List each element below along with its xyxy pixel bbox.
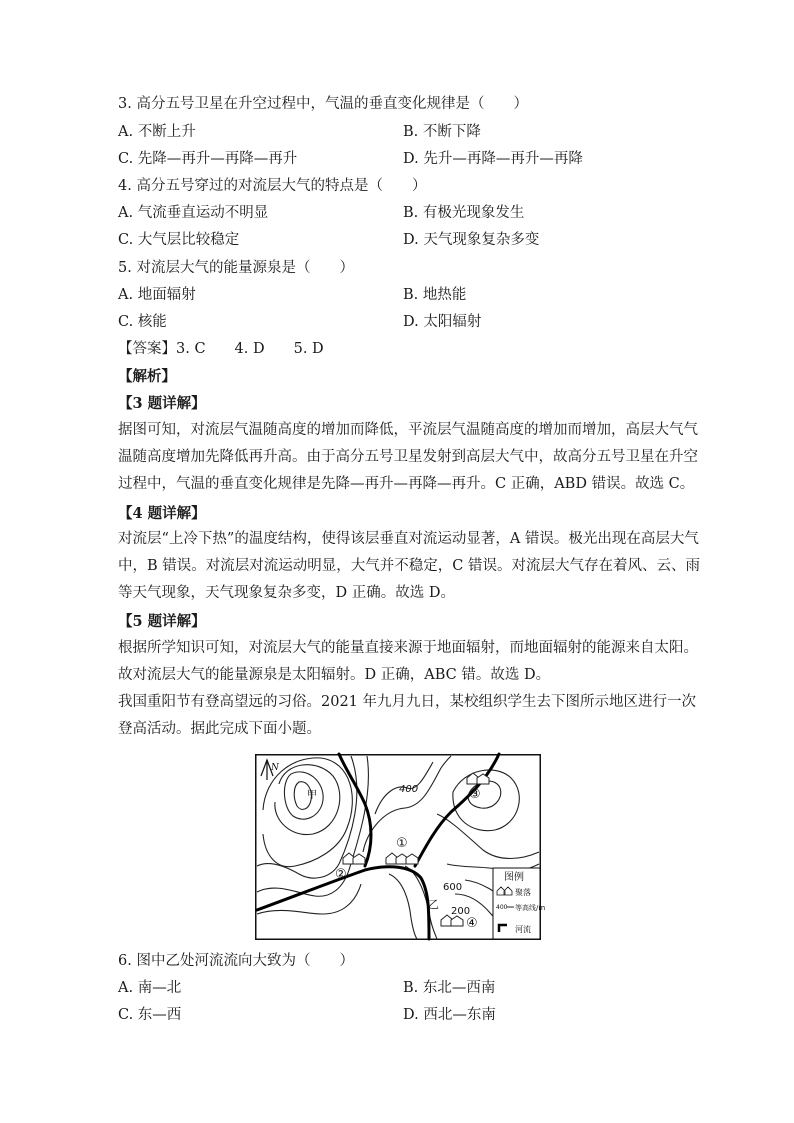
marker-1: ① bbox=[396, 836, 408, 851]
marker-3: ③ bbox=[469, 787, 481, 802]
legend-contour-label: 等高线/m bbox=[515, 904, 546, 912]
question-5-option-c: C. 核能 bbox=[118, 314, 167, 330]
question-3-option-b: B. 不断下降 bbox=[403, 124, 481, 140]
detail-3-body bbox=[118, 417, 698, 498]
question-3-stem: 3. 高分五号卫星在升空过程中，气温的垂直变化规律是（ ） bbox=[118, 96, 528, 112]
question-4-option-d: D. 天气现象复杂多变 bbox=[403, 232, 540, 248]
question-4-option-b: B. 有极光现象发生 bbox=[403, 205, 525, 221]
contour-label-400: 400 bbox=[399, 784, 419, 795]
question-3-option-a: A. 不断上升 bbox=[118, 124, 196, 140]
label-yi: 乙 bbox=[428, 898, 439, 911]
question-5-option-b: B. 地热能 bbox=[403, 287, 467, 303]
label-jia: 甲 bbox=[307, 790, 317, 801]
detail-5-heading: 【5 题详解】 bbox=[118, 613, 206, 630]
north-label: N bbox=[271, 763, 279, 773]
question-3-option-d: D. 先升—再降—再升—再降 bbox=[403, 151, 583, 167]
intro-line: 登高活动。据此完成下面小题。 bbox=[118, 721, 321, 737]
settlement-icon bbox=[386, 853, 418, 864]
question-6-option-b: B. 东北—西南 bbox=[403, 980, 496, 996]
detail-3-line: 据图可知，对流层气温随高度的增加而降低，平流层气温随高度的增加而增加，高层大气气 bbox=[118, 422, 698, 438]
detail-5-body bbox=[118, 635, 698, 743]
contour-map bbox=[255, 754, 546, 940]
marker-4: ④ bbox=[466, 916, 478, 931]
question-5-option-d: D. 太阳辐射 bbox=[403, 314, 482, 330]
question-4-option-a: A. 气流垂直运动不明显 bbox=[118, 205, 269, 221]
legend-contour-sample: 400 bbox=[496, 904, 508, 911]
detail-3-line: 温随高度增加先降低再升高。由于高分五号卫星发射到高层大气中，故高分五号卫星在升空 bbox=[118, 449, 698, 465]
map-legend bbox=[493, 868, 545, 939]
question-6-option-d: D. 西北—东南 bbox=[403, 1007, 496, 1023]
analysis-label: 【解析】 bbox=[118, 368, 176, 385]
contour-label-200: 200 bbox=[451, 906, 471, 917]
intro-line: 我国重阳节有登高望远的习俗。2021 年九月九日，某校组织学生去下图所示地区进行一次 bbox=[118, 694, 697, 710]
legend-settlement-label: 聚落 bbox=[515, 888, 531, 897]
detail-4-line: 中，B 错误。对流层对流运动明显，大气并不稳定，C 错误。对流层大气存在着风、云、雨 bbox=[118, 558, 700, 574]
question-6-stem: 6. 图中乙处河流流向大致为（ ） bbox=[118, 953, 354, 969]
detail-4-line: 等天气现象，天气现象复杂多变，D 正确。故选 D。 bbox=[118, 585, 455, 601]
contour-label-600: 600 bbox=[443, 882, 463, 893]
question-6-option-a: A. 南—北 bbox=[118, 980, 182, 996]
legend-river-label: 河流 bbox=[515, 925, 531, 934]
question-3-option-c: C. 先降—再升—再降—再升 bbox=[118, 151, 298, 167]
detail-5-line: 根据所学知识可知，对流层大气的能量直接来源于地面辐射，而地面辐射的能源来自太阳。 bbox=[118, 640, 698, 656]
detail-3-heading: 【3 题详解】 bbox=[118, 395, 206, 412]
question-5-option-a: A. 地面辐射 bbox=[118, 287, 196, 303]
answer-line: 【答案】3. C 4. D 5. D bbox=[118, 341, 324, 357]
detail-5-line: 故对流层大气的能量源泉是太阳辐射。D 正确，ABC 错。故选 D。 bbox=[118, 667, 551, 683]
question-4-stem: 4. 高分五号穿过的对流层大气的特点是（ ） bbox=[118, 178, 427, 194]
detail-4-body bbox=[118, 526, 700, 607]
marker-2: ② bbox=[335, 867, 347, 882]
legend-title: 图例 bbox=[504, 872, 524, 883]
detail-4-heading: 【4 题详解】 bbox=[118, 505, 206, 522]
question-6-option-c: C. 东—西 bbox=[118, 1007, 182, 1023]
question-5-stem: 5. 对流层大气的能量源泉是（ ） bbox=[118, 260, 354, 276]
detail-3-line: 过程中，气温的垂直变化规律是先降—再升—再降—再升。C 正确，ABD 错误。故选 C。 bbox=[118, 476, 695, 492]
question-4-option-c: C. 大气层比较稳定 bbox=[118, 232, 240, 248]
detail-4-line: 对流层“上冷下热”的温度结构，使得该层垂直对流运动显著，A 错误。极光出现在高层大气 bbox=[118, 531, 699, 547]
